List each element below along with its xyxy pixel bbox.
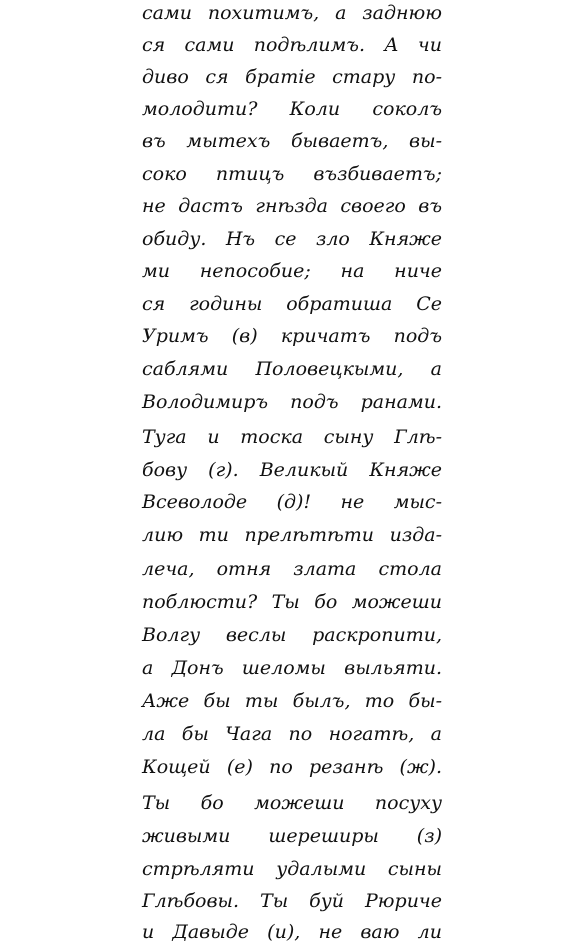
text-line-12: саблями Половецкыми, а bbox=[142, 358, 442, 380]
text-line-27: стрѣляти удалыми сыны bbox=[142, 858, 442, 880]
text-line-6: соко птицъ възбиваетъ; bbox=[142, 163, 442, 185]
text-line-25: Ты бо можеши посуху bbox=[142, 792, 442, 814]
text-line-24: Кощей (е) по резанѣ (ж). bbox=[142, 756, 442, 778]
text-line-13: Володимиръ подъ ранами. bbox=[142, 391, 442, 413]
text-line-8: обиду. Нъ се зло Княже bbox=[142, 228, 442, 250]
text-line-20: Волгу веслы раскропити, bbox=[142, 624, 442, 646]
text-line-16: Всеволоде (д)! не мыс- bbox=[142, 491, 442, 513]
text-line-10: ся годины обратиша Се bbox=[142, 293, 442, 315]
text-line-21: а Донъ шеломы выльяти. bbox=[142, 657, 442, 679]
text-line-17: лию ти прелѣтѣти изда- bbox=[142, 524, 442, 546]
text-line-9: ми непособие; на ниче bbox=[142, 260, 442, 282]
text-line-14: Туга и тоска сыну Глѣ- bbox=[142, 426, 442, 448]
text-line-28: Глѣбовы. Ты буй Рюриче bbox=[142, 890, 442, 912]
text-line-29: и Давыде (и), не ваю ли bbox=[142, 921, 442, 943]
text-line-5: въ мытехъ бываетъ, вы- bbox=[142, 130, 442, 152]
text-line-26: живыми шереширы (з) bbox=[142, 825, 442, 847]
text-line-7: не дастъ гнѣзда своего въ bbox=[142, 195, 442, 217]
text-line-2: ся сами подѣлимъ. А чи bbox=[142, 34, 442, 56]
text-line-15: бову (г). Великый Княже bbox=[142, 459, 442, 481]
text-line-3: диво ся братie стару по- bbox=[142, 66, 442, 88]
text-line-19: поблюсти? Ты бо можеши bbox=[142, 591, 442, 613]
text-line-18: леча, отня злата стола bbox=[142, 558, 442, 580]
text-line-11: Уримъ (в) кричатъ подъ bbox=[142, 325, 442, 347]
text-line-22: Аже бы ты былъ, то бы- bbox=[142, 690, 442, 712]
text-line-4: молодити? Коли соколъ bbox=[142, 98, 442, 120]
text-column bbox=[142, 0, 442, 950]
text-line-23: ла бы Чага по ногатѣ, а bbox=[142, 723, 442, 745]
text-line-1: сами похитимъ, а заднюю bbox=[142, 2, 442, 24]
